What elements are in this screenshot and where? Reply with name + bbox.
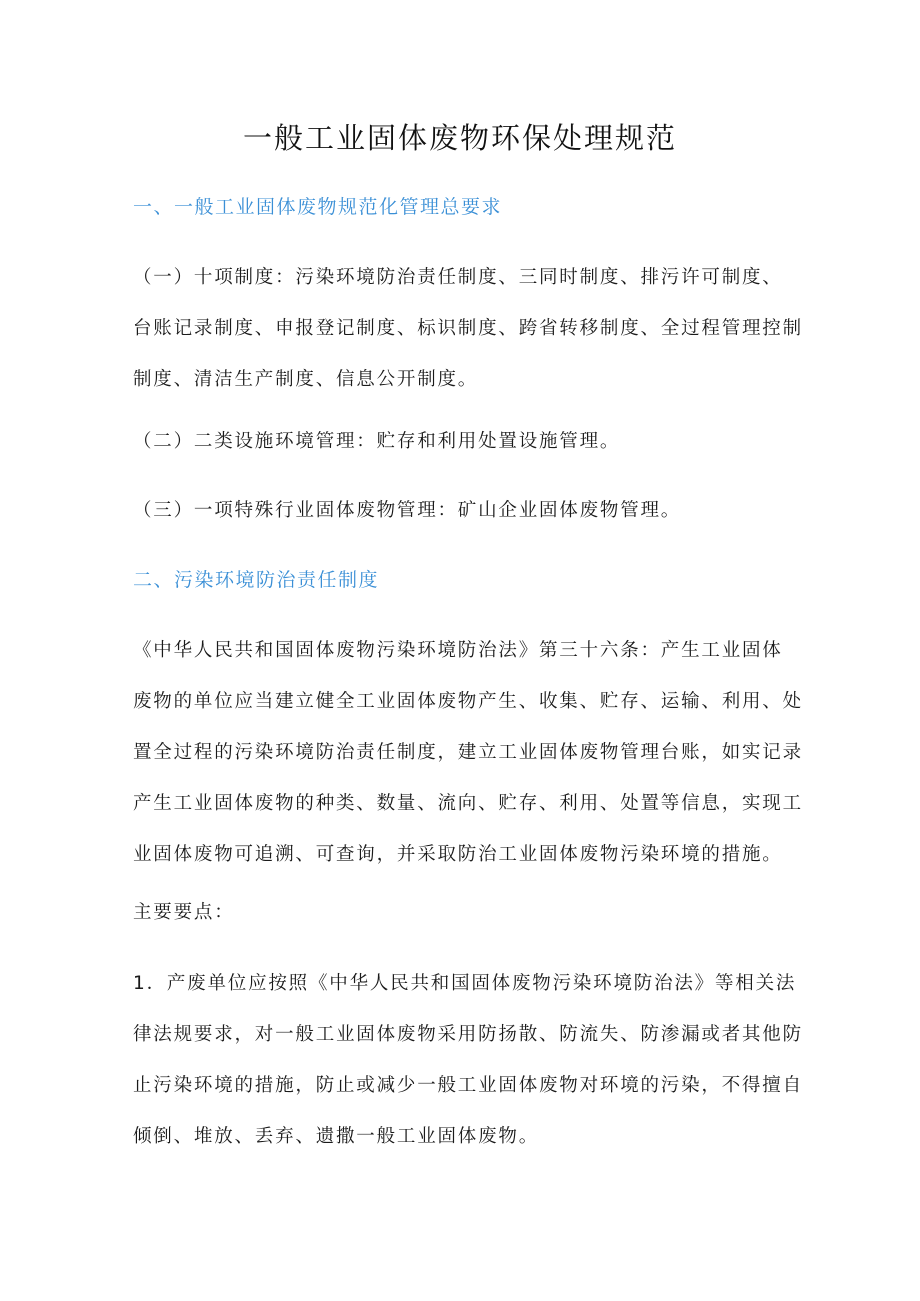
paragraph-line: 止污染环境的措施，防止或减少一般工业固体废物对环境的污染，不得擅自 bbox=[133, 1075, 803, 1096]
paragraph-line: 1．产废单位应按照《中华人民共和国固体废物污染环境防治法》等相关法 bbox=[133, 973, 797, 994]
paragraph-law-article bbox=[133, 625, 803, 880]
section-heading-1: 一、一般工业固体废物规范化管理总要求 bbox=[133, 196, 503, 218]
paragraph-ten-systems bbox=[133, 252, 803, 405]
paragraph-line: 产生工业固体废物的种类、数量、流向、贮存、利用、处置等信息，实现工 bbox=[133, 793, 803, 814]
document-title: 一般工业固体废物环保处理规范 bbox=[242, 121, 677, 155]
paragraph-two-facilities: （二）二类设施环境管理：贮存和利用处置设施管理。 bbox=[133, 431, 621, 452]
paragraph-point-1 bbox=[133, 958, 803, 1162]
paragraph-line: 废物的单位应当建立健全工业固体废物产生、收集、贮存、运输、利用、处 bbox=[133, 691, 803, 712]
paragraph-line: 业固体废物可追溯、可查询，并采取防治工业固体废物污染环境的措施。 bbox=[133, 844, 783, 865]
section-heading-2: 二、污染环境防治责任制度 bbox=[133, 569, 380, 591]
paragraph-line: 制度、清洁生产制度、信息公开制度。 bbox=[133, 369, 479, 390]
key-points-label: 主要要点： bbox=[133, 902, 235, 923]
paragraph-line: 律法规要求，对一般工业固体废物采用防扬散、防流失、防渗漏或者其他防 bbox=[133, 1024, 803, 1045]
paragraph-line: 置全过程的污染环境防治责任制度，建立工业固体废物管理台账，如实记录 bbox=[133, 742, 803, 763]
paragraph-line: （一）十项制度：污染环境防治责任制度、三同时制度、排污许可制度、 bbox=[133, 267, 783, 288]
paragraph-line: 台账记录制度、申报登记制度、标识制度、跨省转移制度、全过程管理控制 bbox=[133, 318, 803, 339]
paragraph-line: 倾倒、堆放、丢弃、遗撒一般工业固体废物。 bbox=[133, 1126, 540, 1147]
paragraph-line: 《中华人民共和国固体废物污染环境防治法》第三十六条：产生工业固体 bbox=[133, 640, 783, 661]
paragraph-special-industry: （三）一项特殊行业固体废物管理：矿山企业固体废物管理。 bbox=[133, 500, 682, 521]
